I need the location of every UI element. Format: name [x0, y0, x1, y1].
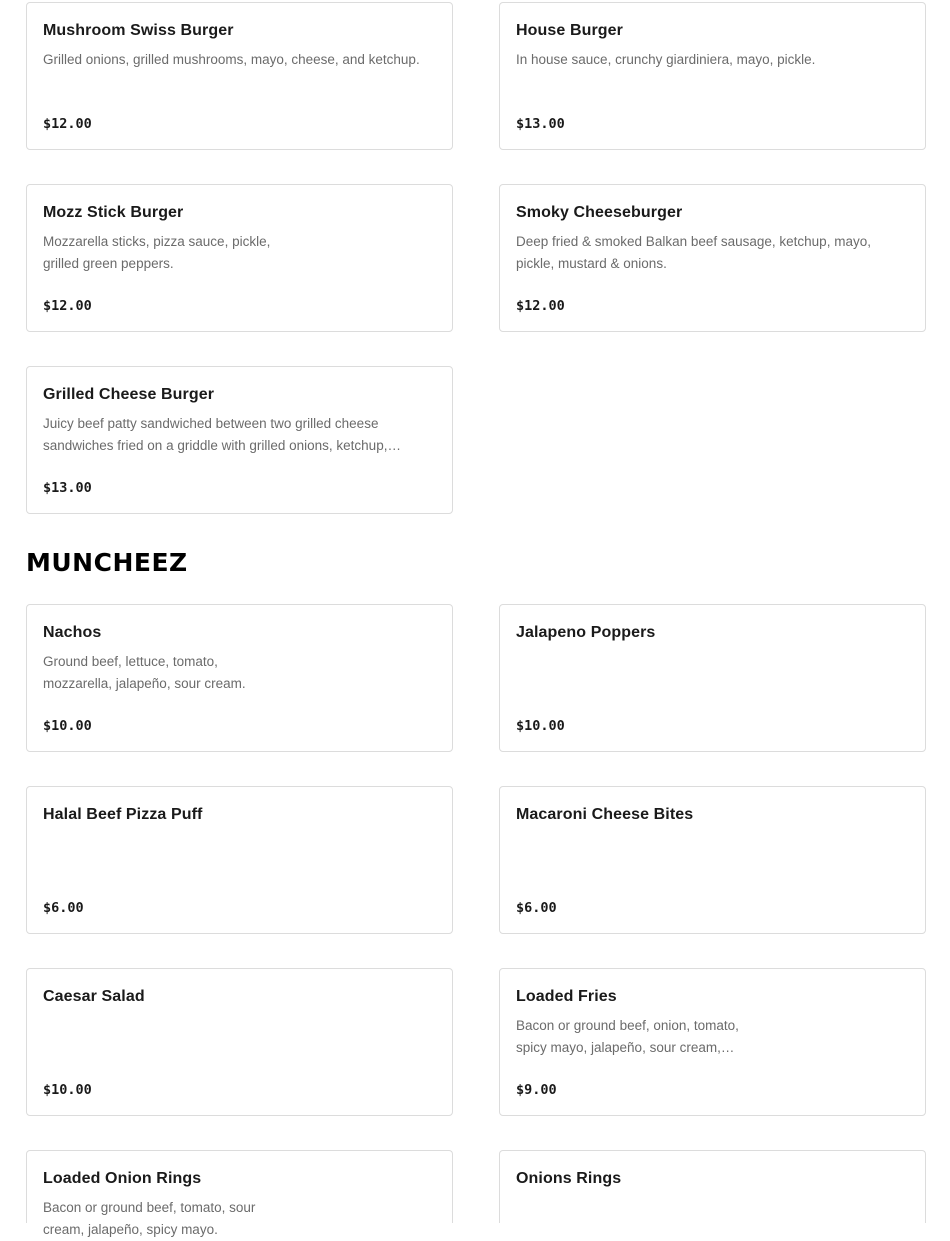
item-price: $12.00: [43, 116, 92, 132]
menu-item-card[interactable]: [499, 1150, 926, 1223]
item-name: Jalapeno Poppers: [516, 624, 656, 641]
item-price: $12.00: [516, 298, 565, 314]
item-description: Grilled onions, grilled mushrooms, mayo, cheese, and ketchup.: [43, 52, 420, 67]
menu-item-card[interactable]: [26, 2, 453, 150]
item-name: Macaroni Cheese Bites: [516, 806, 694, 823]
menu-item-card[interactable]: [26, 184, 453, 332]
item-name: Mushroom Swiss Burger: [43, 22, 234, 39]
item-name: Mozz Stick Burger: [43, 204, 184, 221]
menu-item-card[interactable]: [499, 2, 926, 150]
item-price: $13.00: [516, 116, 565, 132]
item-name: Onions Rings: [516, 1170, 622, 1187]
menu-item-card[interactable]: [26, 1150, 453, 1237]
item-name: Caesar Salad: [43, 988, 145, 1005]
item-description: In house sauce, crunchy giardiniera, mayo, pickle.: [516, 52, 816, 67]
item-description: Juicy beef patty sandwiched between two grilled cheese sandwiches fried on a griddle with grilled onions, ketchup,…: [43, 416, 401, 453]
menu-item-card[interactable]: [499, 786, 926, 934]
menu-item-card[interactable]: [26, 786, 453, 934]
item-description: Bacon or ground beef, onion, tomato, spicy mayo, jalapeño, sour cream,…: [516, 1018, 739, 1055]
item-description: Ground beef, lettuce, tomato, mozzarella, jalapeño, sour cream.: [43, 654, 246, 691]
item-name: Nachos: [43, 624, 102, 641]
item-price: $12.00: [43, 298, 92, 314]
item-price: $10.00: [516, 718, 565, 734]
item-description: Mozzarella sticks, pizza sauce, pickle, grilled green peppers.: [43, 234, 271, 271]
menu-item-card[interactable]: [26, 604, 453, 752]
item-name: Grilled Cheese Burger: [43, 386, 215, 403]
item-price: $10.00: [43, 1082, 92, 1098]
item-price: $13.00: [43, 480, 92, 496]
item-name: Loaded Fries: [516, 988, 617, 1005]
item-description: Deep fried & smoked Balkan beef sausage, ketchup, mayo, pickle, mustard & onions.: [516, 234, 871, 271]
item-name: House Burger: [516, 22, 623, 39]
item-price: $6.00: [43, 900, 84, 916]
section-title: MUNCHEEZ: [26, 548, 188, 577]
item-price: $10.00: [43, 718, 92, 734]
menu-item-card[interactable]: [26, 366, 453, 514]
menu-item-card[interactable]: [499, 604, 926, 752]
item-price: $9.00: [516, 1082, 557, 1098]
menu-item-card[interactable]: [26, 968, 453, 1116]
menu-item-card[interactable]: [499, 968, 926, 1116]
menu-item-card[interactable]: [499, 184, 926, 332]
item-price: $6.00: [516, 900, 557, 916]
item-name: Loaded Onion Rings: [43, 1170, 202, 1187]
item-name: Halal Beef Pizza Puff: [43, 806, 203, 823]
item-name: Smoky Cheeseburger: [516, 204, 683, 221]
item-description: Bacon or ground beef, tomato, sour cream, jalapeño, spicy mayo.: [43, 1200, 256, 1237]
